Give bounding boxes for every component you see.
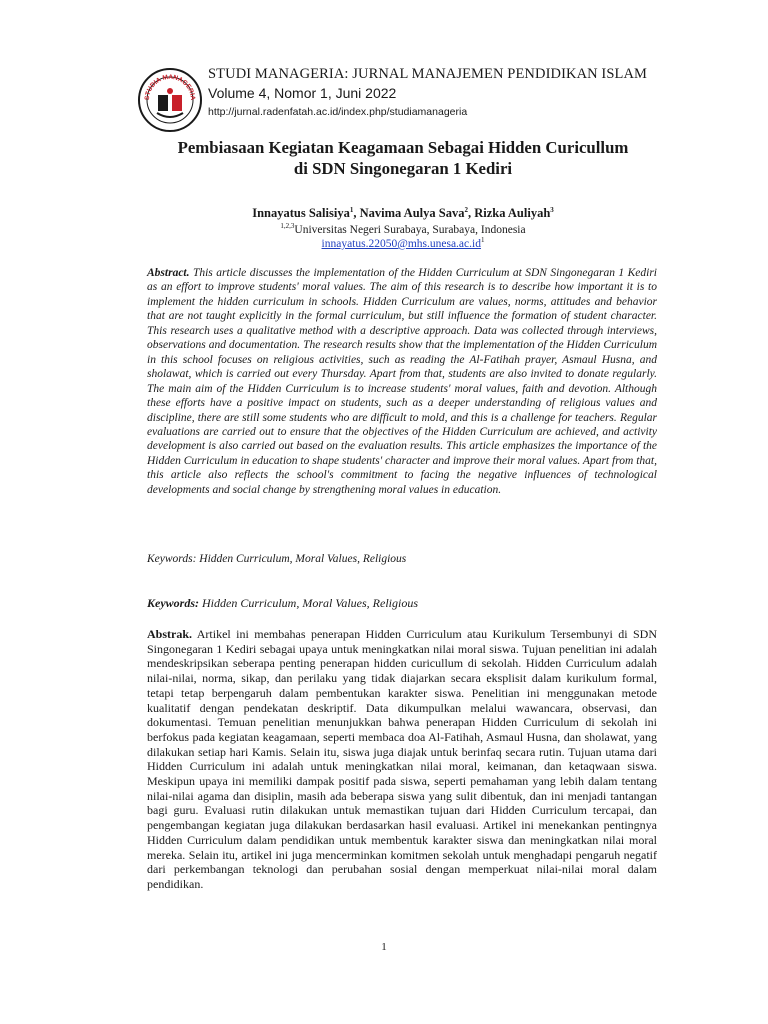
keywords-text: Hidden Curriculum, Moral Values, Religious [202,596,418,610]
logo-text: STUDIA MANAGERIA [143,73,197,101]
abstract-english [147,266,657,497]
author-sup: 1 [349,205,354,214]
author-name: Rizka Auliyah [474,206,551,220]
affiliation-sup: 1,2,3 [280,222,295,231]
email-sup: 1 [480,236,485,245]
author-email [120,238,686,250]
journal-name: STUDI MANAGERIA: JURNAL MANAJEMEN PENDIDIKAN ISLAM [208,66,648,82]
journal-volume: Volume 4, Nomor 1, Juni 2022 [208,85,397,101]
author-name: Innayatus Salisiya [252,206,350,220]
author-name: Navima Aulya Sava [359,206,465,220]
keywords-block [147,596,657,611]
affiliation-text: Universitas Negeri Surabaya, Surabaya, Indonesia [294,224,526,236]
paper-title [120,137,686,179]
abstract-text: This article discusses the implementation of the Hidden Curriculum at SDN Singonegaran 1 Kediri as an effort to improve students' moral values. The aim of this research is to describe how important it is to implement the hidden curriculum in schools. Hidden Curriculum are values, norms, attitudes and behavior that are not taught explicitly in the formal curriculum, but still influence the formation of student character. This research uses a qualitative method with a descriptive approach. Data was collected through interviews, observations and documentation. The research results show that the implementation of the Hidden Curriculum in this school focuses on religious activities, such as reading the Al-Fatihah prayer, Asmaul Husna, and sholawat, which is carried out every Thursday. Apart from that, students are also invited to donate regularly. The main aim of the Hidden Curriculum is to increase students' moral values, faith and devotion. Although these efforts have a positive impact on students, such as a deeper understanding of religious values and discipline, there are still some students who are difficult to mold, and this is a challenge for teachers. Regular evaluations are carried out to ensure that the objectives of the Hidden Curriculum are achieved, and activity development is also carried out based on the evaluation results. This article emphasizes the importance of the Hidden Curriculum in education to shape students' character and improve their moral values. Apart from that, this article also reflects the school's commitment to facing the negative influences of technological developments and social change by strengthening moral values in education. [147,267,658,496]
title-line-2: di SDN Singonegaran 1 Kediri [293,159,513,178]
page-number: 1 [381,941,387,953]
journal-logo-icon [137,67,203,133]
email-link[interactable]: innayatus.22050@mhs.unesa.ac.id [321,238,481,250]
keywords-line: Keywords: Hidden Curriculum, Moral Values, Religious [147,553,407,565]
author-sup: 2 [464,205,468,214]
abstrak-label: Abstrak. [147,627,193,641]
journal-url[interactable]: http://jurnal.radenfatah.ac.id/index.php/studiamanageria [208,106,468,118]
abstract-label: Abstract. [147,267,190,279]
keywords-label: Keywords: [147,596,199,610]
affiliation [120,224,686,236]
author-sup: 3 [550,205,554,214]
author-list: Innayatus Salisiya$^1$, Navima Aulya Sava$^2$, Rizka Auliyah$^3$ [252,205,554,220]
title-line-1: Pembiasaan Kegiatan Keagamaan Sebagai Hidden Curicullum [177,138,629,157]
abstrak-text: Artikel ini membahas penerapan Hidden Curriculum atau Kurikulum Tersembunyi di SDN Singonegaran 1 Kediri sebagai upaya untuk meningkatkan nilai moral siswa. Tujuan penelitian ini adalah mendeskripsikan seberapa penting penerapan hidden curicullum di sekolah. Hidden Curriculum adalah nilai-nilai, norma, sikap, dan perilaku yang tidak diajarkan secara eksplisit dalam kurikulum formal, tetapi tetap berpengaruh dalam pembentukan karakter siswa. Penelitian ini menggunakan metode kualitatif dengan pendekatan deskriptif. Data dikumpulkan melalui wawancara, observasi, dan dokumentasi. Temuan penelitian menunjukkan bahwa penerapan Hidden Curriculum di sekolah ini berfokus pada kegiatan keagamaan, seperti membaca doa Al-Fatihah, Asmaul Husna, dan sholawat, yang dilakukan setiap hari Kamis. Selain itu, siswa juga diajak untuk berinfaq secara rutin. Tujuan utama dari Hidden Curriculum ini adalah untuk meningkatkan nilai moral, keimanan, dan ketaqwaan siswa. Meskipun upaya ini memiliki dampak positif pada siswa, seperti pemahaman yang lebih dalam tentang nilai-nilai agama dan disiplin, masih ada beberapa siswa yang sulit dibentuk, dan ini menjadi tantangan bagi guru. Evaluasi rutin dilakukan untuk memastikan tujuan dari Hidden Curriculum tercapai, dan pengembangan kegiatan juga dilakukan berdasarkan hasil evaluasi. Artikel ini menekankan pentingnya Hidden Curriculum dalam pendidikan untuk membentuk karakter siswa dan meningkatkan nilai moral mereka. Selain itu, artikel ini juga mencerminkan komitmen sekolah untuk menghadapi pengaruh negatif dari perkembangan teknologi dan perubahan sosial dengan memperkuat nilai-nilai moral dalam pendidikan. [147,627,657,891]
abstract-indonesian [147,627,657,892]
